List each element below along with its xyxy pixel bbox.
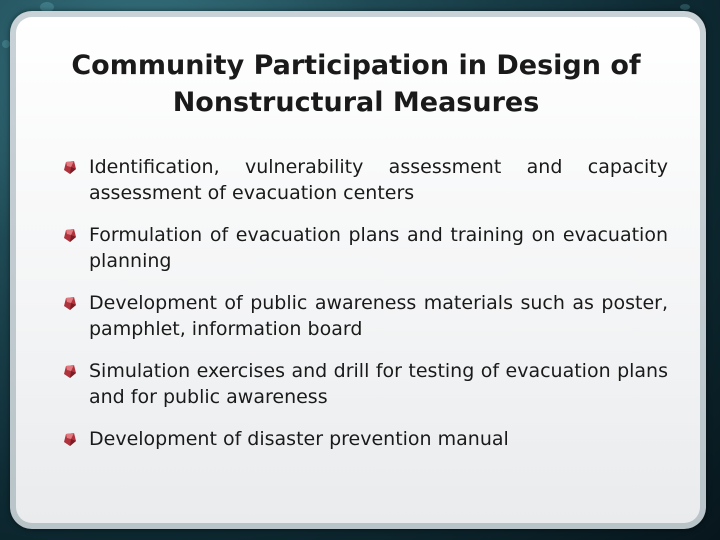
red-gem-bullet-icon (64, 297, 76, 310)
red-gem-bullet-icon (64, 161, 76, 174)
bullet-text: Development of public awareness materials such as poster, pamphlet, information board (89, 292, 668, 340)
bullet-item (64, 290, 668, 342)
bullet-item (64, 358, 668, 410)
red-gem-bullet-icon (64, 433, 76, 446)
bullet-list (64, 154, 668, 468)
slide-title-line-1: Community Participation in Design of (71, 50, 641, 81)
bullet-item (64, 222, 668, 274)
background-speck (2, 40, 10, 48)
red-gem-bullet-icon (64, 365, 76, 378)
slide-title-line-2: Nonstructural Measures (172, 87, 540, 118)
bullet-item (64, 426, 668, 452)
bullet-text: Development of disaster prevention manual (89, 428, 509, 450)
background-speck (680, 4, 690, 10)
slide-title (46, 47, 666, 121)
slide-card (10, 11, 706, 529)
bullet-text: Identification, vulnerability assessment and capacity assessment of evacuation centers (89, 156, 668, 204)
bullet-item (64, 154, 668, 206)
bullet-text: Simulation exercises and drill for testing of evacuation plans and for public awareness (89, 360, 668, 408)
bullet-text: Formulation of evacuation plans and training on evacuation planning (89, 224, 668, 272)
red-gem-bullet-icon (64, 229, 76, 242)
slide-content-area (16, 17, 700, 523)
